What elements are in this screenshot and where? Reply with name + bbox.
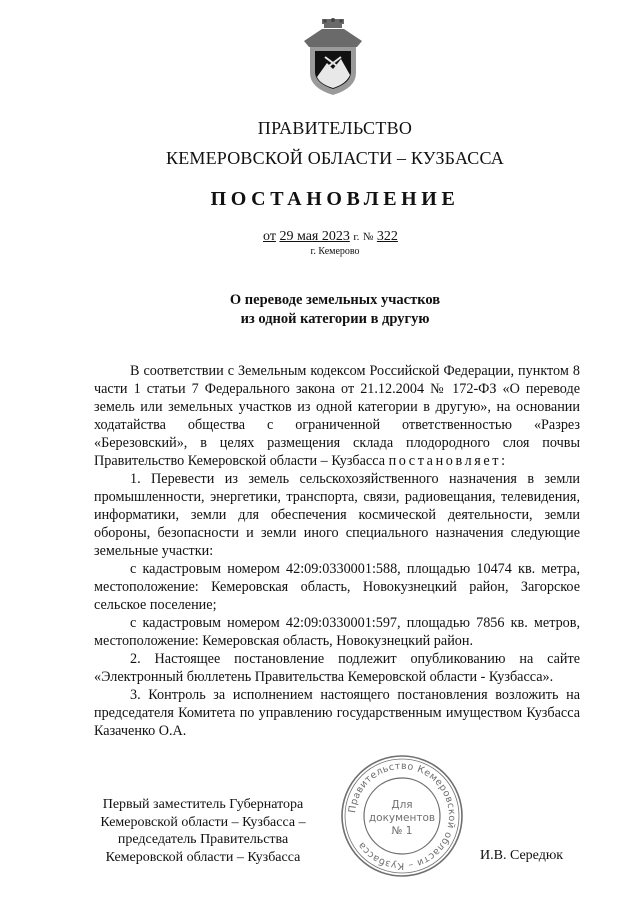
signatory-title-line-1: Первый заместитель Губернатора <box>102 797 304 812</box>
region-name: КЕМЕРОВСКОЙ ОБЛАСТИ – КУЗБАССА <box>166 148 504 168</box>
official-stamp <box>339 753 465 879</box>
issue-city: г. Кемерово <box>310 246 360 257</box>
stamp-center-line-3: № 1 <box>391 825 413 837</box>
document-subject <box>0 291 640 329</box>
document-date: 29 мая 2023 <box>279 229 350 244</box>
number-sign: № <box>362 231 374 243</box>
stamp-center-line-2: документов <box>368 812 436 824</box>
plot-2-paragraph: с кадастровым номером 42:09:0330001:597, площадью 7856 кв. метров, местоположение: Кемеровская область, Новокузнецкий район. <box>94 615 580 649</box>
item-3-paragraph: 3. Контроль за исполнением настоящего постановления возложить на председателя Комитета по управлению государственным имуществом Кузбасса Казаченко О.А. <box>94 687 580 739</box>
subject-line-2: из одной категории в другую <box>240 311 430 327</box>
signatory-name: И.В. Середюк <box>480 848 564 863</box>
stamp-ring-text: Правительство Кемеровской области – Кузбасса <box>347 760 458 872</box>
date-number-line <box>263 229 398 245</box>
intro-paragraph <box>94 362 580 470</box>
document-type-title: ПОСТАНОВЛЕНИЕ <box>210 188 460 210</box>
signatory-title-line-2: Кемеровской области – Кузбасса – <box>100 814 306 830</box>
date-prefix: от <box>263 229 276 244</box>
stamp-center-line-1: Для <box>391 799 413 811</box>
government-name: ПРАВИТЕЛЬСТВО <box>257 118 413 138</box>
intro-text: В соответствии с Земельным кодексом Российской Федерации, пунктом 8 части 1 статьи 7 Федерального закона от 21.12.2004 № 172-ФЗ «О переводе земель или земельных участков из одной категории в другую», на основании ходатайства общества с ограниченной ответственностью «Разрез «Березовский», в целях размещения склада плодородного слоя почвы Правительство Кемеровской области – Кузбасса <box>94 363 580 469</box>
document-number: 322 <box>376 229 398 244</box>
year-suffix: г. <box>353 231 360 243</box>
item-2-paragraph: 2. Настоящее постановление подлежит опубликованию на сайте «Электронный бюллетень Правительства Кемеровской области - Кузбасса». <box>94 651 580 685</box>
signatory-title-line-3: председатель Правительства <box>117 832 289 848</box>
item-1-paragraph: 1. Перевести из земель сельскохозяйственного назначения в земли промышленности, энергетики, транспорта, связи, радиовещания, телевидения, информатики, земли для обеспечения космической деятельности, земли обороны, безопасности и земли иного специального назначения следующие земельные участки: <box>94 471 580 559</box>
decree-word: постановляет: <box>388 453 508 469</box>
signatory-title <box>88 796 318 866</box>
subject-line-1: О переводе земельных участков <box>229 292 441 308</box>
coat-of-arms-emblem <box>301 17 365 97</box>
plot-1-paragraph: с кадастровым номером 42:09:0330001:588, площадью 10474 кв. метра, местоположение: Кемеровская область, Новокузнецкий район, Загорское сельское поселение; <box>94 561 580 613</box>
document-body <box>94 362 580 740</box>
signatory-title-line-4: Кемеровской области – Кузбасса <box>105 849 301 865</box>
